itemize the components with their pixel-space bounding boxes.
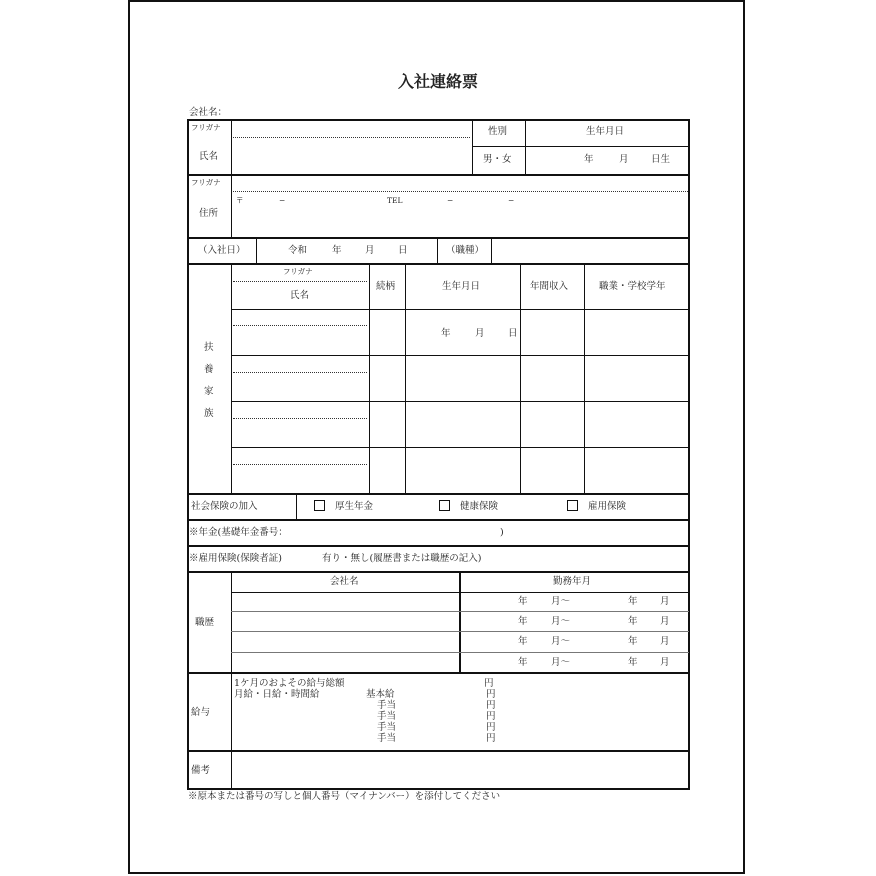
dependents-side-char: 家 [204, 386, 214, 397]
dependents-side-char: 扶 [204, 342, 214, 353]
hire-year-unit: 年 [332, 245, 342, 256]
postal-mark: 〒 [236, 196, 244, 205]
address-label: 住所 [199, 208, 219, 219]
salary-type-options[interactable]: 月給・日給・時間給 [234, 689, 320, 700]
birthdate-label: 生年月日 [586, 126, 625, 137]
dependent-month-unit: 月 [475, 328, 485, 339]
income-header: 年間収入 [530, 281, 569, 292]
tel-label: TEL [387, 196, 403, 205]
dependent-furigana-header: フリガナ [283, 267, 313, 276]
hire-day-unit: 日 [398, 245, 408, 256]
career-period-header: 勤務年月 [553, 576, 592, 587]
career-end-year: 年 [628, 657, 638, 668]
gender-value[interactable]: 男・女 [483, 154, 512, 165]
dependent-name-header: 氏名 [290, 290, 310, 301]
salary-label: 給与 [191, 707, 211, 718]
pension-checkbox[interactable] [314, 500, 325, 511]
birth-month-unit: 月 [619, 154, 629, 165]
company-label: 会社名： [189, 107, 228, 118]
pension-number-label: ※年金(基礎年金番号： [189, 527, 288, 538]
insurance-label: 社会保険の加入 [191, 501, 258, 512]
dependent-birth-header: 生年月日 [442, 281, 481, 292]
employment-insurance-label: ※雇用保険(保険者証) [189, 553, 282, 564]
pension-option-label: 厚生年金 [335, 501, 374, 512]
career-table [187, 571, 690, 674]
dependents-side-char: 族 [204, 408, 214, 419]
hire-date-row [187, 237, 690, 265]
tel-dash-1: − [447, 196, 454, 205]
yen-unit: 円 [486, 711, 496, 722]
health-insurance-checkbox[interactable] [439, 500, 450, 511]
birth-day-unit: 日生 [651, 154, 671, 165]
remarks-block [187, 750, 690, 790]
employment-insurance-checkbox[interactable] [567, 500, 578, 511]
health-insurance-option-label: 健康保険 [460, 501, 499, 512]
job-type-label: （職種） [446, 245, 485, 256]
allowance-label: 手当 [377, 733, 397, 744]
hire-era: 令和 [288, 245, 308, 256]
career-start-month: 月〜 [551, 657, 571, 668]
base-salary-label: 基本給 [366, 689, 395, 700]
salary-monthly-total-label: 1ケ月のおよその給与総額 [234, 678, 345, 689]
career-start-year: 年 [518, 636, 528, 647]
dependent-day-unit: 日 [508, 328, 518, 339]
yen-unit: 円 [486, 689, 496, 700]
career-start-month: 月〜 [551, 596, 571, 607]
allowance-label: 手当 [377, 700, 397, 711]
address-furigana-label: フリガナ [191, 178, 221, 187]
career-end-month: 月 [660, 657, 670, 668]
yen-unit: 円 [484, 678, 494, 689]
career-end-month: 月 [660, 616, 670, 627]
yen-unit: 円 [486, 733, 496, 744]
career-end-year: 年 [628, 596, 638, 607]
career-end-year: 年 [628, 636, 638, 647]
career-start-year: 年 [518, 596, 528, 607]
career-start-month: 月〜 [551, 636, 571, 647]
tel-dash-2: − [508, 196, 515, 205]
dependents-table [187, 263, 690, 495]
hire-date-label: （入社日） [198, 245, 246, 256]
employment-insurance-value: 有り・無し(履歴書または職歴の記入) [322, 553, 482, 564]
hire-month-unit: 月 [365, 245, 375, 256]
postal-dash: − [279, 196, 286, 205]
dependents-side-char: 養 [204, 364, 214, 375]
yen-unit: 円 [486, 722, 496, 733]
dependent-year-unit: 年 [441, 328, 451, 339]
career-label: 職歴 [195, 617, 215, 628]
career-end-year: 年 [628, 616, 638, 627]
career-company-header: 会社名 [330, 576, 359, 587]
remarks-label: 備考 [191, 765, 211, 776]
career-start-year: 年 [518, 657, 528, 668]
birth-year-unit: 年 [584, 154, 594, 165]
name-furigana-label: フリガナ [191, 123, 221, 132]
allowance-label: 手当 [377, 711, 397, 722]
career-end-month: 月 [660, 636, 670, 647]
form-title: 入社連絡票 [397, 72, 478, 91]
gender-label: 性別 [488, 126, 508, 137]
employment-insurance-option-label: 雇用保険 [588, 501, 627, 512]
career-start-month: 月〜 [551, 616, 571, 627]
career-start-year: 年 [518, 616, 528, 627]
name-label: 氏名 [199, 151, 219, 162]
pension-number-close: ) [500, 527, 504, 538]
allowance-label: 手当 [377, 722, 397, 733]
relation-header: 続柄 [376, 281, 396, 292]
career-end-month: 月 [660, 596, 670, 607]
yen-unit: 円 [486, 700, 496, 711]
footnote: ※原本または番号の写しと個人番号（マイナンバー）を添付してください [188, 791, 501, 802]
address-block [187, 174, 690, 239]
occupation-header: 職業・学校学年 [599, 281, 666, 292]
